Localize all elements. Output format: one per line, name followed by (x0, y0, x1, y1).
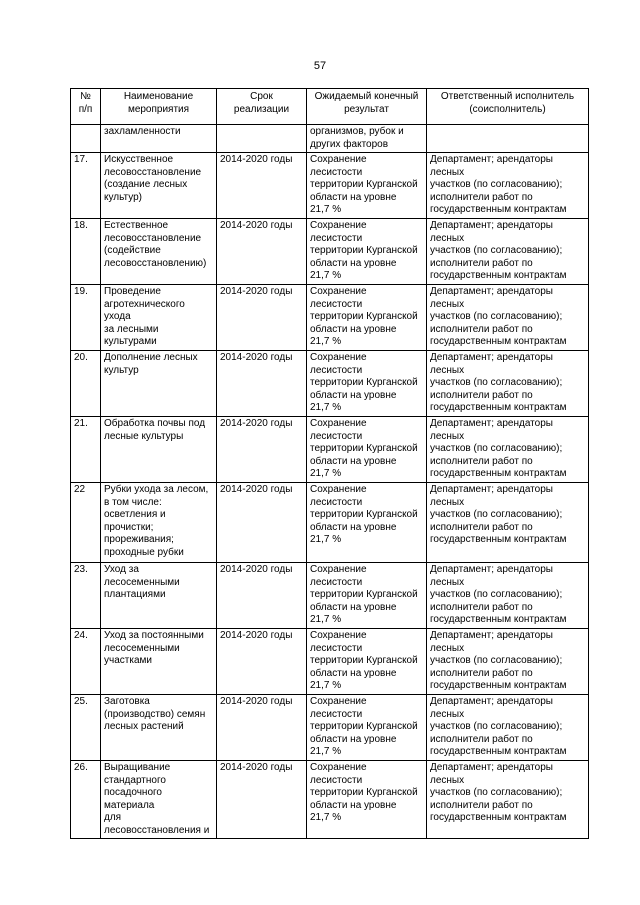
cell-number: 23. (71, 563, 101, 629)
cell-activity-name: Уход за постоянными лесосеменными участками (101, 629, 217, 695)
cell-expected-result: Сохранение лесистости территории Курганской области на уровне 21,7 % (307, 285, 427, 351)
header-term: Срок реализации (217, 89, 307, 125)
cell-executor: Департамент; арендаторы лесных участков (по согласованию); исполнители работ по государственным контрактам (427, 351, 589, 417)
cell-executor (427, 125, 589, 153)
cell-expected-result: Сохранение лесистости территории Курганской области на уровне 21,7 % (307, 153, 427, 219)
cell-executor: Департамент; арендаторы лесных участков (по согласованию); исполнители работ по государственным контрактам (427, 285, 589, 351)
cell-expected-result: Сохранение лесистости территории Курганской области на уровне 21,7 % (307, 563, 427, 629)
cell-activity-name: Дополнение лесных культур (101, 351, 217, 417)
cell-number (71, 125, 101, 153)
cell-executor: Департамент; арендаторы лесных участков (по согласованию); исполнители работ по государственным контрактам (427, 695, 589, 761)
cell-term: 2014-2020 годы (217, 219, 307, 285)
header-executor: Ответственный исполнитель (соисполнитель) (427, 89, 589, 125)
cell-number: 26. (71, 761, 101, 839)
activities-table (70, 88, 589, 839)
table-row (71, 219, 589, 285)
cell-activity-name: Заготовка (производство) семян лесных растений (101, 695, 217, 761)
cell-executor: Департамент; арендаторы лесных участков (по согласованию); исполнители работ по государственным контрактам (427, 219, 589, 285)
table-row (71, 285, 589, 351)
cell-activity-name: Искусственное лесовосстановление (создание лесных культур) (101, 153, 217, 219)
cell-expected-result: Сохранение лесистости территории Курганской области на уровне 21,7 % (307, 219, 427, 285)
table-row-continuation (71, 125, 589, 153)
cell-term: 2014-2020 годы (217, 285, 307, 351)
cell-executor: Департамент; арендаторы лесных участков (по согласованию); исполнители работ по государственным контрактам (427, 153, 589, 219)
cell-expected-result: организмов, рубок и других факторов (307, 125, 427, 153)
cell-number: 24. (71, 629, 101, 695)
cell-term: 2014-2020 годы (217, 483, 307, 563)
cell-executor: Департамент; арендаторы лесных участков (по согласованию); исполнители работ по государственным контрактам (427, 563, 589, 629)
cell-term: 2014-2020 годы (217, 351, 307, 417)
cell-executor: Департамент; арендаторы лесных участков (по согласованию); исполнители работ по государственным контрактам (427, 629, 589, 695)
cell-term: 2014-2020 годы (217, 417, 307, 483)
cell-number: 19. (71, 285, 101, 351)
cell-activity-name: Выращивание стандартного посадочного материала для лесовосстановления и (101, 761, 217, 839)
cell-expected-result: Сохранение лесистости территории Курганской области на уровне 21,7 % (307, 695, 427, 761)
cell-number: 21. (71, 417, 101, 483)
cell-activity-name: захламленности (101, 125, 217, 153)
cell-activity-name: Уход за лесосеменными плантациями (101, 563, 217, 629)
header-expected-result: Ожидаемый конечный результат (307, 89, 427, 125)
cell-expected-result: Сохранение лесистости территории Курганской области на уровне 21,7 % (307, 761, 427, 839)
table-row (71, 153, 589, 219)
cell-number: 18. (71, 219, 101, 285)
table-row (71, 351, 589, 417)
cell-activity-name: Рубки ухода за лесом, в том числе: осветления и прочистки; прореживания; проходные рубки (101, 483, 217, 563)
cell-term: 2014-2020 годы (217, 629, 307, 695)
cell-number: 25. (71, 695, 101, 761)
cell-term: 2014-2020 годы (217, 695, 307, 761)
cell-term: 2014-2020 годы (217, 761, 307, 839)
cell-expected-result: Сохранение лесистости территории Курганской области на уровне 21,7 % (307, 351, 427, 417)
header-activity-name: Наименование мероприятия (101, 89, 217, 125)
cell-term: 2014-2020 годы (217, 153, 307, 219)
cell-term: 2014-2020 годы (217, 563, 307, 629)
cell-expected-result: Сохранение лесистости территории Курганской области на уровне 21,7 % (307, 629, 427, 695)
table-row (71, 483, 589, 563)
table-row (71, 417, 589, 483)
cell-activity-name: Проведение агротехнического ухода за лесными культурами (101, 285, 217, 351)
page-number: 57 (313, 60, 327, 72)
table-row (71, 761, 589, 839)
cell-executor: Департамент; арендаторы лесных участков (по согласованию); исполнители работ по государственным контрактам (427, 761, 589, 839)
cell-executor: Департамент; арендаторы лесных участков (по согласованию); исполнители работ по государственным контрактам (427, 483, 589, 563)
cell-activity-name: Естественное лесовосстановление (содействие лесовосстановлению) (101, 219, 217, 285)
cell-number: 17. (71, 153, 101, 219)
cell-number: 20. (71, 351, 101, 417)
table-header-row (71, 89, 589, 125)
cell-term (217, 125, 307, 153)
cell-executor: Департамент; арендаторы лесных участков (по согласованию); исполнители работ по государственным контрактам (427, 417, 589, 483)
cell-activity-name: Обработка почвы под лесные культуры (101, 417, 217, 483)
table-row (71, 629, 589, 695)
table-row (71, 695, 589, 761)
cell-expected-result: Сохранение лесистости территории Курганской области на уровне 21,7 % (307, 417, 427, 483)
cell-expected-result: Сохранение лесистости территории Курганской области на уровне 21,7 % (307, 483, 427, 563)
table-row (71, 563, 589, 629)
cell-number: 22 (71, 483, 101, 563)
header-number: № п/п (71, 89, 101, 125)
